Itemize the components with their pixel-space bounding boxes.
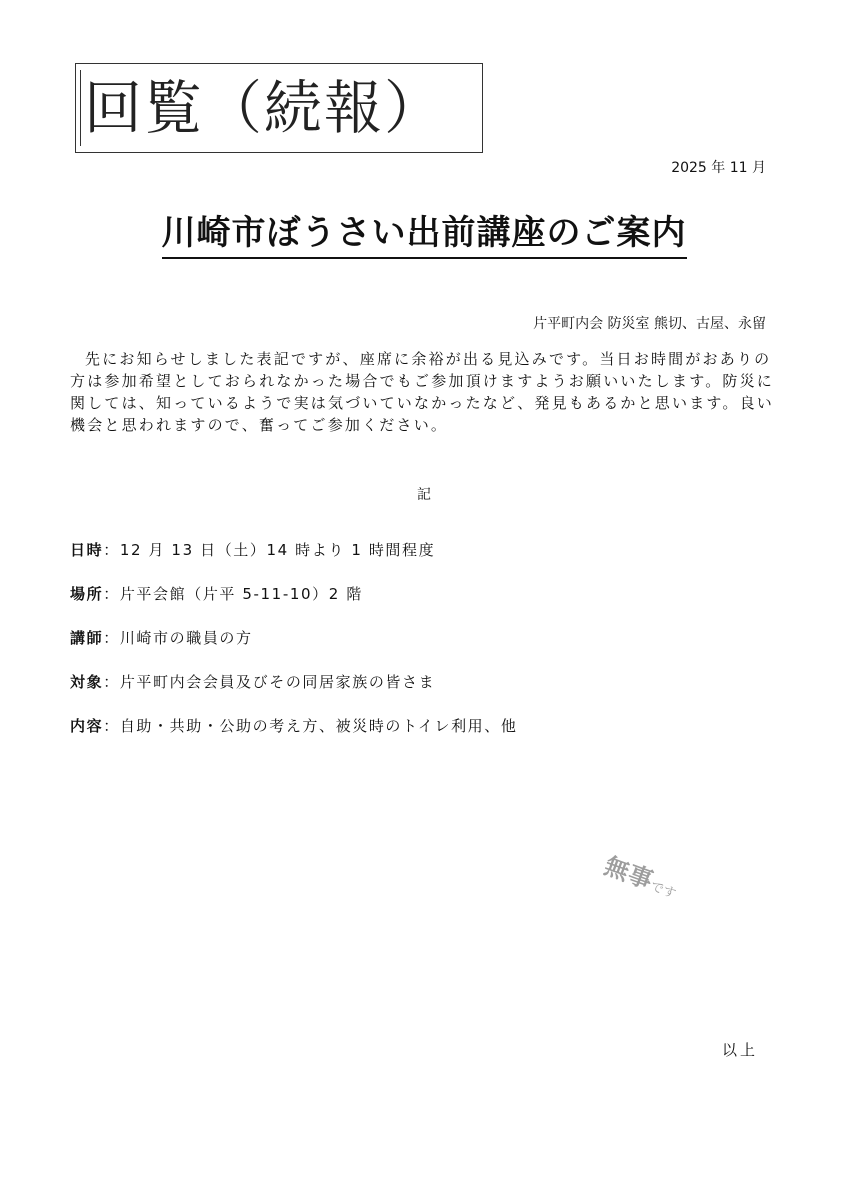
detail-label: 場所 — [70, 585, 104, 603]
stamp-main-text: 無事 — [600, 851, 658, 896]
main-title: 川崎市ぼうさい出前講座のご案内 — [162, 210, 687, 259]
ki-marker: 記 — [417, 487, 431, 503]
detail-row-target — [70, 672, 778, 716]
detail-separator: ： — [103, 717, 120, 735]
main-title-wrapper — [0, 210, 848, 259]
detail-separator: ： — [103, 541, 120, 559]
detail-value: 自助・共助・公助の考え方、被災時のトイレ利用、他 — [119, 717, 518, 735]
detail-label: 講師 — [70, 629, 104, 647]
issue-date: 2025 年 11 月 — [671, 160, 766, 176]
detail-row-place — [70, 584, 778, 628]
closing-text: 以上 — [722, 1041, 759, 1059]
safety-stamp — [600, 846, 683, 905]
detail-value: 片平会館（片平 5-11-10）2 階 — [119, 585, 363, 603]
detail-label: 内容 — [70, 717, 104, 735]
detail-row-datetime — [70, 540, 778, 584]
detail-label: 日時 — [70, 541, 104, 559]
stamp-sub-text: です — [648, 879, 678, 903]
detail-separator: ： — [103, 629, 120, 647]
detail-row-lecturer — [70, 628, 778, 672]
detail-row-content — [70, 716, 778, 760]
detail-separator: ： — [103, 585, 120, 603]
details-list — [70, 540, 778, 760]
detail-value: 片平町内会会員及びその同居家族の皆さま — [119, 673, 436, 691]
detail-value: 川崎市の職員の方 — [119, 629, 253, 647]
author-line: 片平町内会 防災室 熊切、古屋、永留 — [533, 316, 766, 332]
detail-value: 12 月 13 日（土）14 時より 1 時間程度 — [119, 541, 436, 559]
detail-separator: ： — [103, 673, 120, 691]
circular-title: 回覧（続報） — [84, 74, 445, 142]
body-paragraph: 先にお知らせしました表記ですが、座席に余裕が出る見込みです。当日お時間がおありの方は参加希望としておられなかった場合でもご参加頂けますようお願いいたします。防災に関しては、知っているようで実は気づいていなかったなど、発見もあるかと思います。良い機会と思われますので、奮ってご参加ください。 — [70, 350, 775, 434]
detail-label: 対象 — [70, 673, 104, 691]
circular-notice-box — [75, 63, 483, 153]
